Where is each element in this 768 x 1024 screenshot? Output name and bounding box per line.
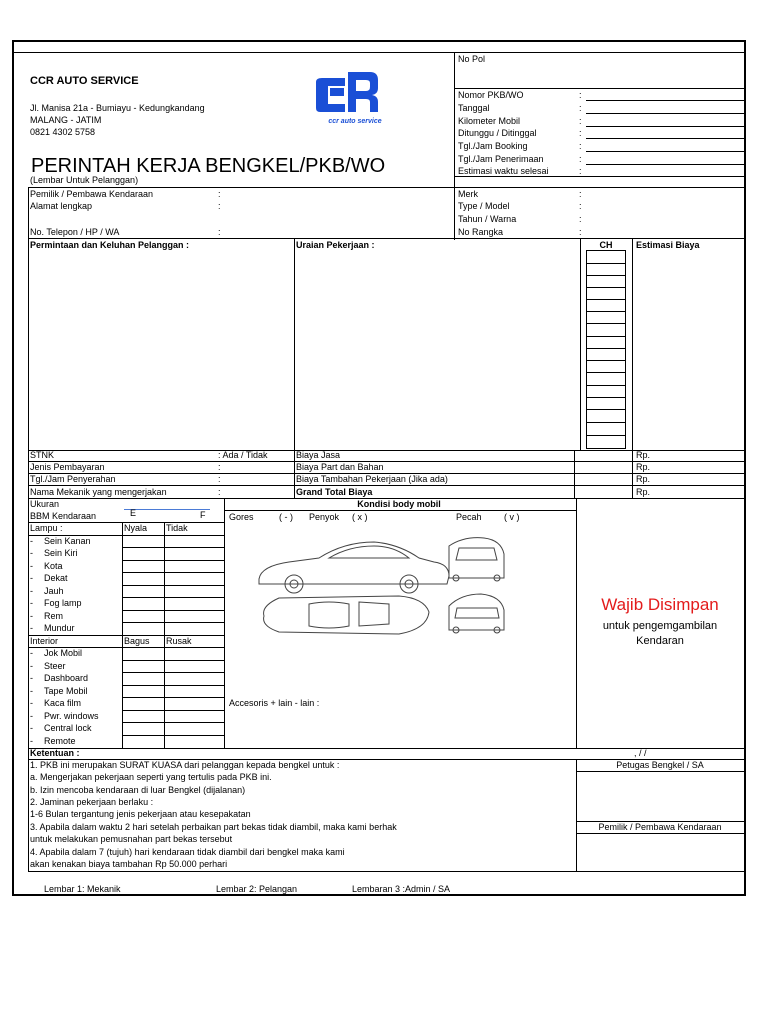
company-city: MALANG - JATIM (30, 115, 102, 125)
interior-item: Dashboard (44, 673, 89, 683)
phone-label: No. Telepon / HP / WA (30, 227, 120, 237)
gores-label: Gores (229, 512, 254, 522)
cost-tambahan: Biaya Tambahan Pekerjaan (Jika ada) (296, 474, 448, 484)
interior-item: Kaca film (44, 698, 82, 708)
interior-item: Central lock (44, 723, 92, 733)
rp-label: Rp. (636, 462, 651, 472)
permintaan-label: Permintaan dan Keluhan Pelanggan : (30, 240, 190, 250)
page-subtitle: (Lembar Untuk Pelanggan) (30, 175, 139, 185)
ketentuan-line: a. Mengerjakan pekerjaan seperti yang tertulis pada PKB ini. (30, 772, 272, 782)
stnk-value: : Ada / Tidak (218, 450, 268, 460)
logo-caption: ccr auto service (328, 118, 382, 125)
uraian-label: Uraian Pekerjaan : (296, 240, 375, 250)
payment-label: Jenis Pembayaran (30, 462, 105, 472)
no-pol-label: No Pol (458, 54, 486, 64)
field-label: Nomor PKB/WO (458, 90, 524, 100)
address-label: Alamat lengkap (30, 201, 93, 211)
company-address: Jl. Manisa 21a - Bumiayu - Kedungkandang (30, 103, 205, 113)
lampu-item: Sein Kanan (44, 536, 91, 546)
ch-label: CH (599, 240, 613, 250)
pemilik-signature-label: Pemilik / Pembawa Kendaraan (598, 822, 722, 832)
date-field[interactable]: , / / (634, 748, 647, 758)
lampu-label: Lampu : (30, 523, 63, 533)
stnk-label: STNK (30, 450, 55, 460)
kondisi-label: Kondisi body mobil (357, 499, 441, 509)
interior-item: Pwr. windows (44, 711, 99, 721)
cost-part: Biaya Part dan Bahan (296, 462, 384, 472)
interior-item: Steer (44, 661, 66, 671)
lampu-item: Kota (44, 561, 63, 571)
ketentuan-line: 1. PKB ini merupakan SURAT KUASA dari pelanggan kepada bengkel untuk : (30, 760, 340, 770)
lampu-item: Fog lamp (44, 598, 82, 608)
wajib-disimpan: Wajib Disimpan (601, 595, 719, 614)
field-label: Estimasi waktu selesai (458, 166, 549, 176)
rp-label: Rp. (636, 474, 651, 484)
nyala-label: Nyala (124, 523, 148, 533)
estimasi-label: Estimasi Biaya (636, 240, 700, 250)
penyok-label: Penyok (309, 512, 340, 522)
owner-label: Pemilik / Pembawa Kendaraan (30, 189, 154, 199)
merk-label: Merk (458, 189, 478, 199)
page-title: PERINTAH KERJA BENGKEL/PKB/WO (31, 155, 386, 177)
ch-checkbox-column[interactable] (586, 250, 626, 449)
gores-mark: ( - ) (279, 512, 293, 522)
interior-item: Jok Mobil (44, 648, 83, 658)
interior-label: Interior (30, 636, 59, 646)
ketentuan-line: 4. Apabila dalam 7 (tujuh) hari kendaraan tidak diambil dari bengkel maka kami (30, 847, 345, 857)
fuel-gauge[interactable] (122, 505, 214, 521)
field-label: Tgl./Jam Penerimaan (458, 154, 544, 164)
ketentuan-line: untuk melakukan pemusnahan part bekas tersebut (30, 834, 233, 844)
pecah-mark: ( v ) (504, 512, 520, 522)
interior-item: Tape Mobil (44, 686, 88, 696)
ketentuan-line: 3. Apabila dalam waktu 2 hari setelah perbaikan part bekas tidak diambil, maka kami berhak (30, 822, 397, 832)
accesoris-label: Accesoris + lain - lain : (229, 698, 320, 708)
rp-label: Rp. (636, 487, 651, 497)
cost-jasa: Biaya Jasa (296, 450, 341, 460)
ukuran-label: Ukuran (30, 499, 60, 509)
year-label: Tahun / Warna (458, 214, 517, 224)
ketentuan-line: b. Izin mencoba kendaraan di luar Bengkel (dijalanan) (30, 785, 246, 795)
rangka-label: No Rangka (458, 227, 504, 237)
lampu-item: Sein Kiri (44, 548, 78, 558)
footer-lembar1: Lembar 1: Mekanik (44, 884, 121, 894)
wajib-sub2: Kendaran (636, 635, 684, 647)
pecah-label: Pecah (456, 512, 482, 522)
car-body-diagram[interactable] (249, 534, 509, 654)
ketentuan-title: Ketentuan : (30, 748, 80, 758)
ccr-logo (300, 68, 410, 132)
petugas-signature-label: Petugas Bengkel / SA (616, 760, 704, 770)
bbm-label: BBM Kendaraan (30, 511, 97, 521)
ketentuan-line: 1-6 Bulan tergantung jenis pekerjaan atau kesepakatan (30, 809, 251, 819)
delivery-label: Tgl./Jam Penyerahan (30, 474, 116, 484)
footer-lembar2: Lembar 2: Pelangan (216, 884, 298, 894)
lampu-item: Rem (44, 611, 64, 621)
footer-lembar3: Lembaran 3 :Admin / SA (352, 884, 451, 894)
mechanic-label: Nama Mekanik yang mengerjakan (30, 487, 167, 497)
company-name: CCR AUTO SERVICE (30, 75, 139, 87)
tidak-label: Tidak (166, 523, 188, 533)
company-phone: 0821 4302 5758 (30, 127, 96, 137)
ketentuan-line: 2. Jaminan pekerjaan berlaku : (30, 797, 154, 807)
field-label: Tanggal (458, 103, 490, 113)
interior-item: Remote (44, 736, 76, 746)
work-order-form: CCR AUTO SERVICE Jl. Manisa 21a - Bumiayu - Kedungkandang MALANG - JATIM 0821 4302 5758 ccr auto service PERINTAH KERJA BENGKEL/PKB/WO (Lembar Untuk Pelanggan) No Pol Nomor PKB/WO Tanggal Kilometer Mobil Ditunggu / Ditinggal Tgl./Jam Booking Tgl./Jam Penerimaan Estimasi waktu selesai : : : : : : : Pemilik / Pembawa Kendaraan Alamat lengkap No. Telepon / HP / WA : : : Merk Type / Model Tahun / Warna No Rangka : : : : Permintaan dan Keluhan Pelanggan : Uraian Pekerjaan : CH Estimasi Biaya STNK : Ada / Tidak Jenis Pembayaran : Tgl./Jam Penyerahan : Nama Mekanik yang mengerjakan : Biaya Jasa Biaya Part dan Bahan Biaya Tambahan Pekerjaan (Jika ada) Grand Total Biaya Rp. Rp. Rp. Rp. Ukuran BBM Kendaraan E F Kondisi body mobil Gores ( - ) Penyok ( x ) Pecah ( v ) Lampu : Nyala Tidak - Sein Kanan - Sein Kiri - Kota - Dekat - Jauh - Fog lamp - Rem - Mundur Interior Bagus Rusak - Jok Mobil - Steer - Dashboard - Tape Mobil - Kaca film - Pwr. windows - Central lock - Remote Accesoris + lain - lain : Wajib Disimpan untuk pengemgambilan Kendaran Ketentuan : , / / 1. PKB ini merupakan SURAT KUASA dari pelanggan kepada bengkel untuk : a. Mengerjakan pekerjaan seperti yang tertulis pada PKB ini. b. Izin mencoba kendaraan di luar Bengkel (dijalanan) 2. Jaminan pekerjaan berlaku : 1-6 Bulan tergantung jenis pekerjaan atau kesepakatan 3. Apabila dalam waktu 2 hari setelah perbaikan part bekas tidak diambil, maka kami berhak untuk melakukan pemusnahan part bekas tersebut 4. Apabila dalam 7 (tujuh) hari kendaraan tidak diambil dari bengkel maka kami akan kenakan biaya tambahan Rp 50.000 perhari Petugas Bengkel / SA Pemilik / Pembawa Kendaraan Lembar 1: Mekanik Lembar 2: Pelangan Lembaran 3 :Admin / SA (12, 40, 746, 896)
gauge-f: F (200, 510, 206, 520)
cost-total: Grand Total Biaya (296, 487, 373, 497)
rusak-label: Rusak (166, 636, 192, 646)
penyok-mark: ( x ) (352, 512, 368, 522)
lampu-item: Mundur (44, 623, 75, 633)
bagus-label: Bagus (124, 636, 150, 646)
rp-label: Rp. (636, 450, 651, 460)
field-label: Kilometer Mobil (458, 116, 521, 126)
type-label: Type / Model (458, 201, 510, 211)
car-outline-icon (249, 534, 509, 654)
lampu-item: Jauh (44, 586, 64, 596)
gauge-e: E (130, 508, 137, 518)
field-label: Ditunggu / Ditinggal (458, 128, 537, 138)
wajib-sub1: untuk pengemgambilan (602, 620, 718, 632)
lampu-item: Dekat (44, 573, 68, 583)
field-label: Tgl./Jam Booking (458, 141, 528, 151)
ketentuan-line: akan kenakan biaya tambahan Rp 50.000 perhari (30, 859, 228, 869)
